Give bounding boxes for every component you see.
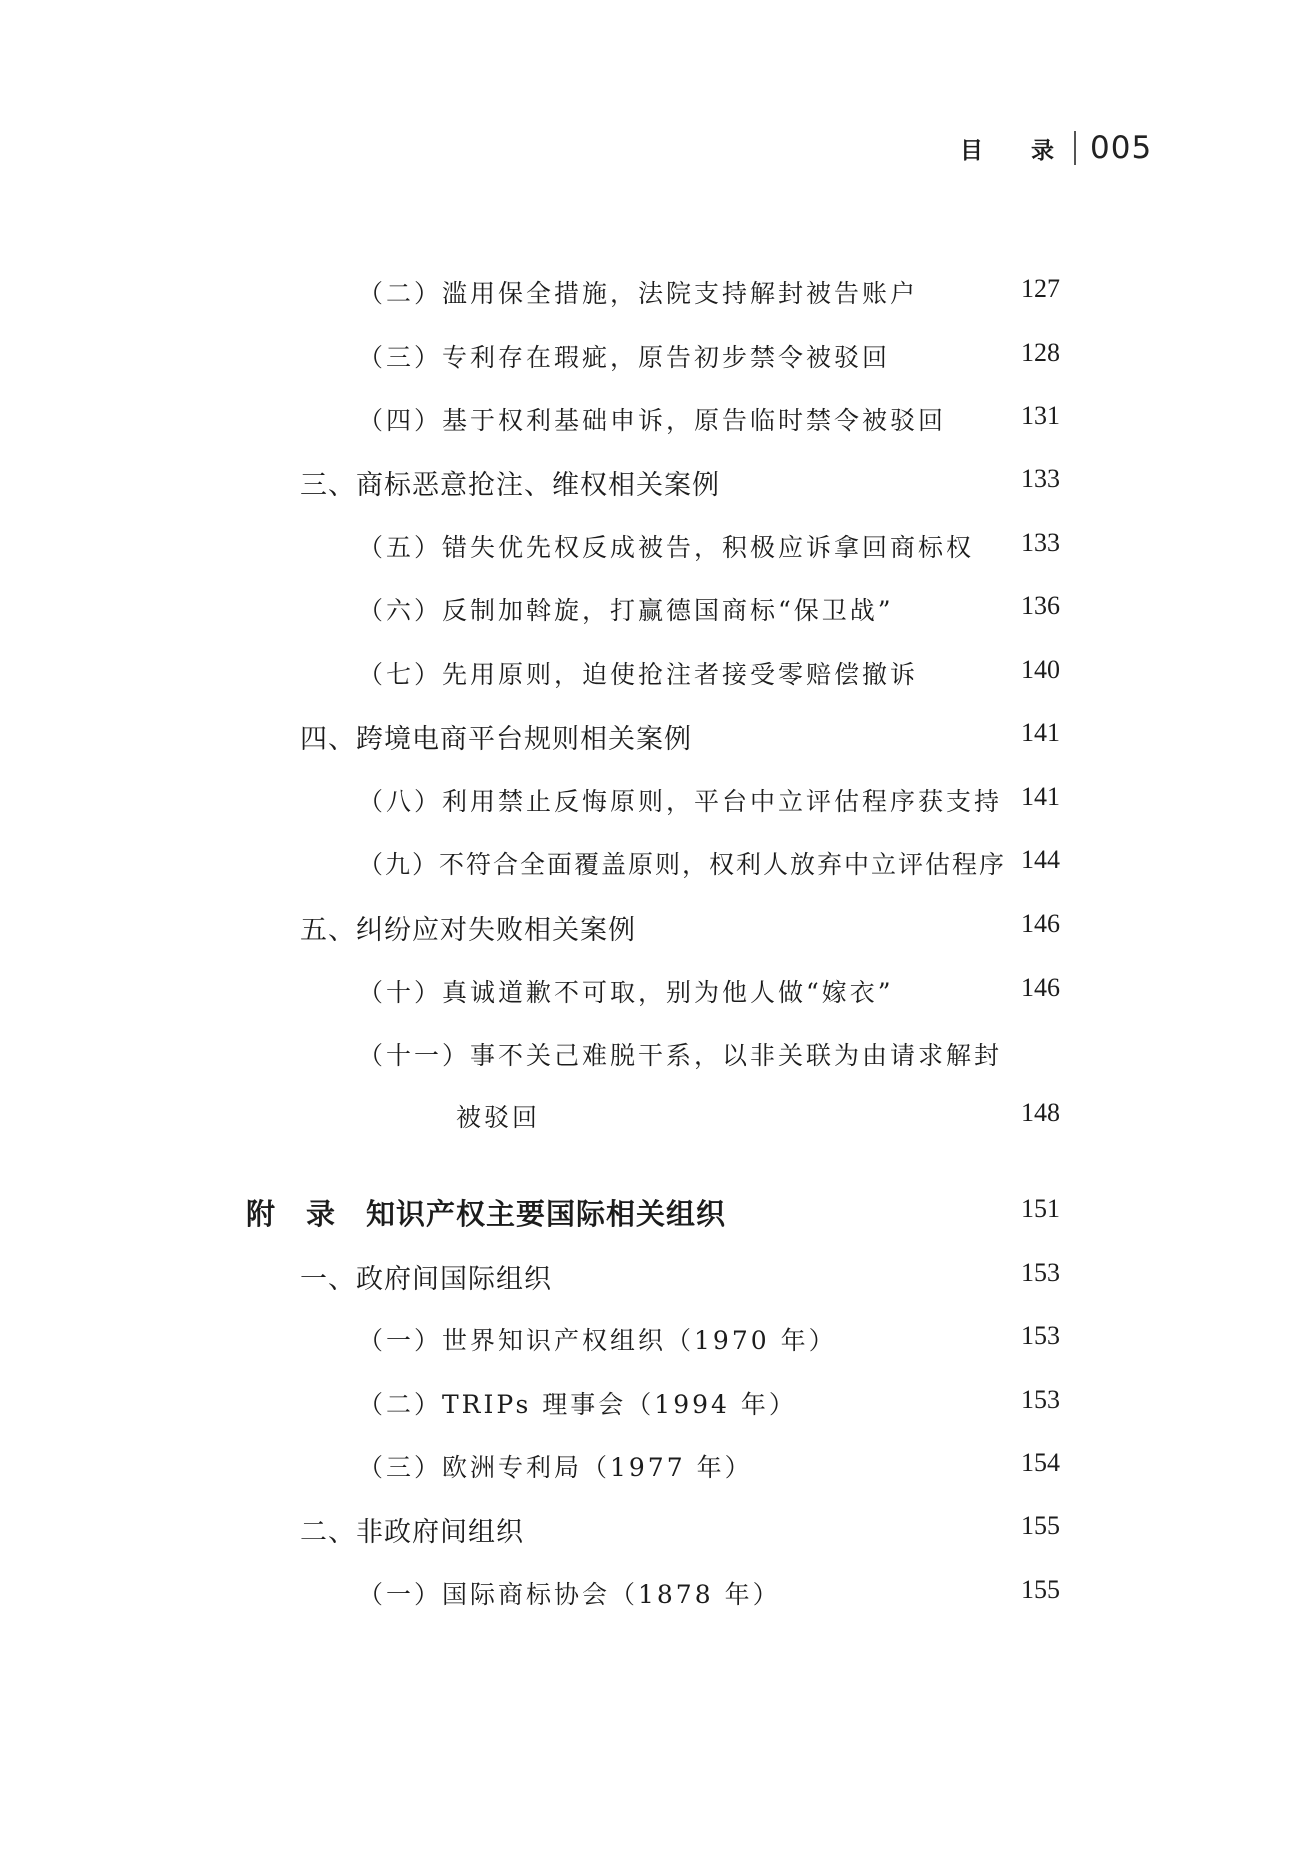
toc-page-number: 133 xyxy=(1021,464,1060,493)
toc-entry-section: 一、政府间国际组织 xyxy=(300,1264,552,1295)
toc-page-number: 140 xyxy=(1021,655,1060,684)
toc-page-number: 155 xyxy=(1021,1511,1060,1540)
toc-page-number: 141 xyxy=(1021,718,1060,747)
toc-entry: （七）先用原则，迫使抢注者接受零赔偿撤诉 xyxy=(358,660,919,689)
header-section-title: 目 录 xyxy=(960,137,1075,164)
toc-entry: （三）专利存在瑕疵，原告初步禁令被驳回 xyxy=(358,343,891,372)
toc-page-number: 136 xyxy=(1021,591,1060,620)
toc-entry: （十）真诚道歉不可取，别为他人做“嫁衣” xyxy=(358,978,894,1007)
toc-entry-section: 三、商标恶意抢注、维权相关案例 xyxy=(300,470,720,501)
toc-page-number: 153 xyxy=(1021,1321,1060,1350)
toc-page-number: 133 xyxy=(1021,528,1060,557)
toc-page-number: 151 xyxy=(1021,1194,1060,1223)
toc-entry: （六）反制加斡旋，打赢德国商标“保卫战” xyxy=(358,596,894,625)
toc-entry: （三）欧洲专利局（1977 年） xyxy=(358,1453,753,1482)
header-page-number: 005 xyxy=(1090,130,1153,166)
toc-entry: （二）TRIPs 理事会（1994 年） xyxy=(358,1390,797,1419)
toc-page-number: 146 xyxy=(1021,909,1060,938)
toc-entry: （二）滥用保全措施，法院支持解封被告账户 xyxy=(358,279,919,308)
toc-page-number: 146 xyxy=(1021,973,1060,1002)
toc-page-number: 155 xyxy=(1021,1575,1060,1604)
toc-entry: （一）国际商标协会（1878 年） xyxy=(358,1580,781,1609)
toc-entry-chapter: 附 录 知识产权主要国际相关组织 xyxy=(246,1197,727,1231)
toc-entry: （一）世界知识产权组织（1970 年） xyxy=(358,1326,837,1355)
toc-entry-section: 四、跨境电商平台规则相关案例 xyxy=(300,724,692,755)
toc-entry: （八）利用禁止反悔原则，平台中立评估程序获支持 xyxy=(358,787,1003,816)
toc-page-number: 128 xyxy=(1021,338,1060,367)
toc-page-number: 131 xyxy=(1021,401,1060,430)
toc-page-number: 153 xyxy=(1021,1258,1060,1287)
toc-page-number: 148 xyxy=(1021,1098,1060,1127)
toc-page-number: 144 xyxy=(1021,845,1060,874)
toc-page-number: 154 xyxy=(1021,1448,1060,1477)
toc-entry: （五）错失优先权反成被告，积极应诉拿回商标权 xyxy=(358,533,975,562)
toc-page-number: 141 xyxy=(1021,782,1060,811)
toc-entry: （四）基于权利基础申诉，原告临时禁令被驳回 xyxy=(358,406,947,435)
toc-entry-section: 五、纠纷应对失败相关案例 xyxy=(300,915,636,946)
toc-entry-section: 二、非政府间组织 xyxy=(300,1517,524,1548)
toc-entry: （九）不符合全面覆盖原则，权利人放弃中立评估程序 xyxy=(358,850,1007,879)
toc-page-number: 127 xyxy=(1021,274,1060,303)
toc-page-number: 153 xyxy=(1021,1385,1060,1414)
toc-entry: （十一）事不关己难脱干系，以非关联为由请求解封 xyxy=(358,1041,1003,1070)
toc-entry-continuation: 被驳回 xyxy=(456,1103,541,1132)
